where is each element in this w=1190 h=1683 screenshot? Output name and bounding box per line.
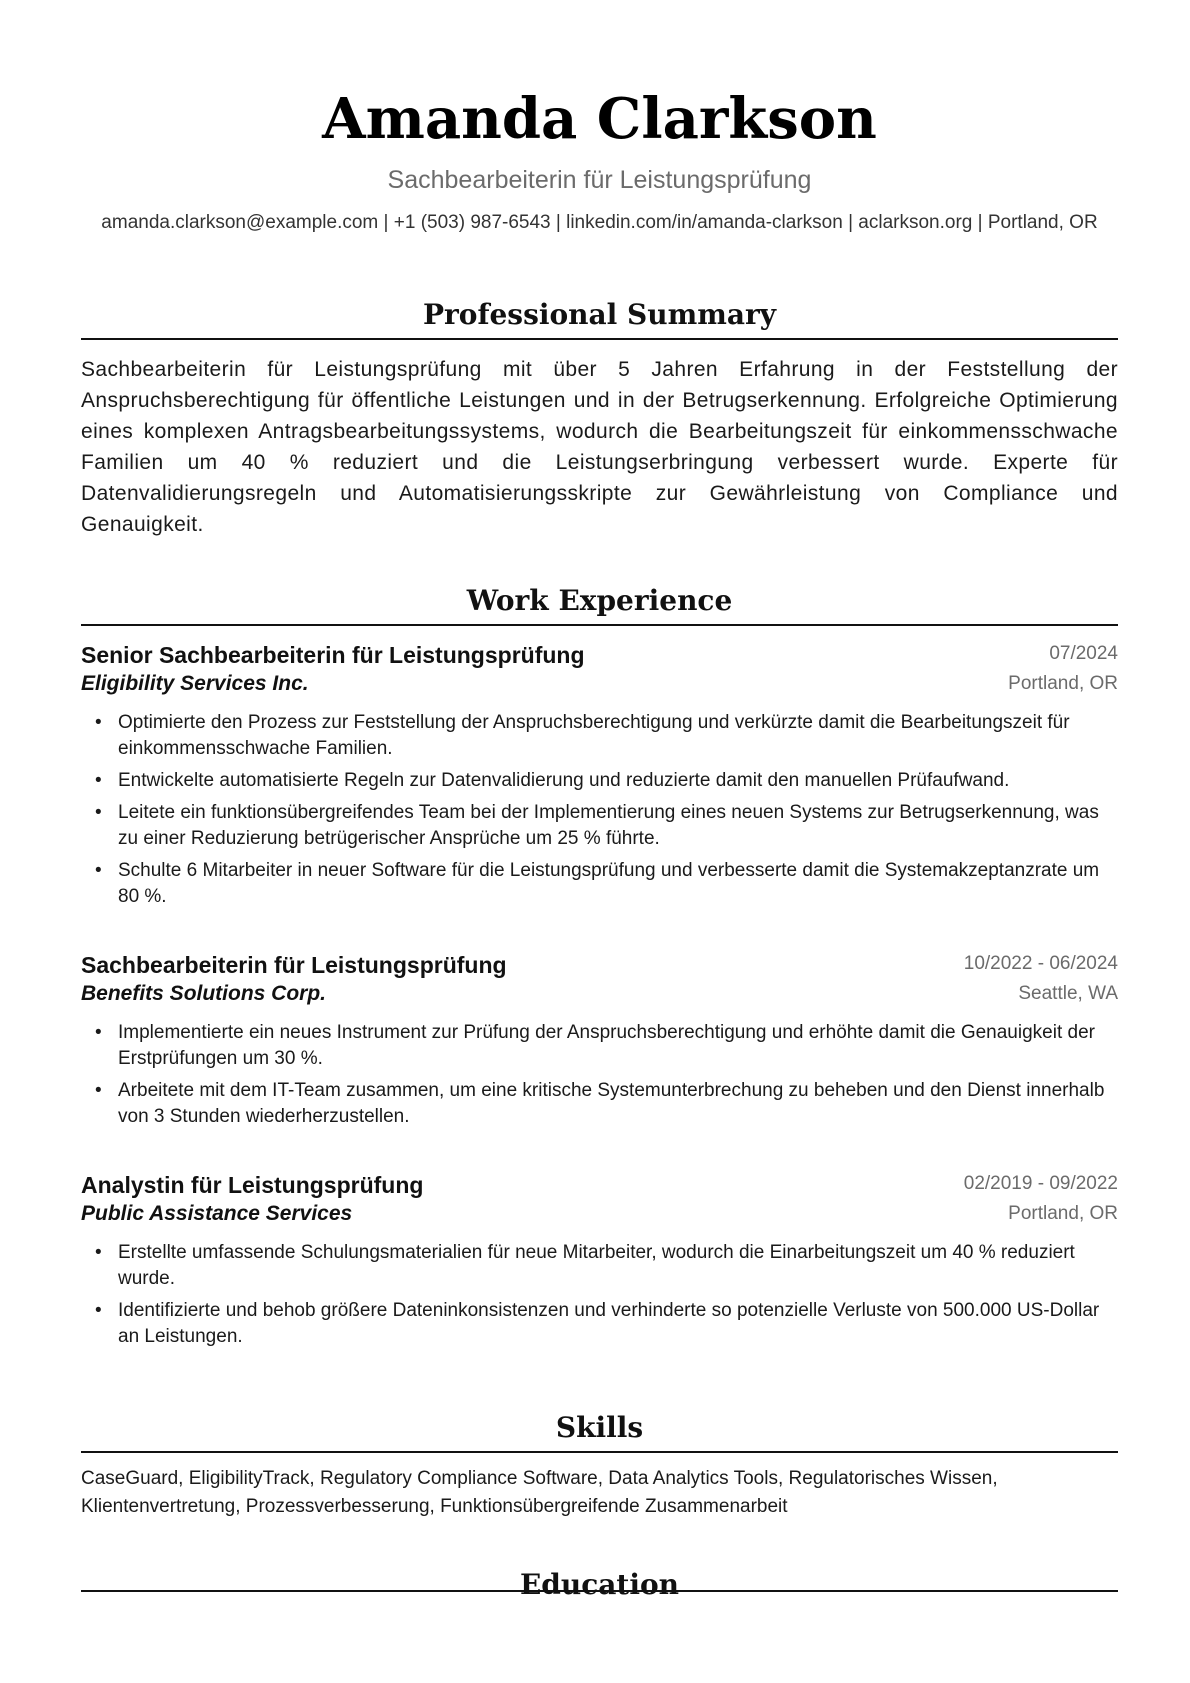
education-divider xyxy=(81,1590,1118,1592)
job-bullet-text: Arbeitete mit dem IT-Team zusammen, um eine kritische Systemunterbrechung zu beheben und den Dienst innerhalb von 3 Stunden wiederherzustellen. xyxy=(118,1080,1105,1127)
bullet-dot-icon: • xyxy=(95,860,102,881)
job-entry xyxy=(81,1170,1118,1356)
job-bullets xyxy=(81,710,1118,910)
job-bullet xyxy=(81,1020,1118,1072)
job-bullet xyxy=(81,1298,1118,1350)
job-dates: 07/2024 xyxy=(1049,643,1118,664)
job-dates: 02/2019 - 09/2022 xyxy=(963,1173,1118,1194)
summary-heading: Professional Summary xyxy=(422,298,777,331)
job-bullet-text: Optimierte den Prozess zur Feststellung der Anspruchsberechtigung und verkürzte damit die Bearbeitungszeit für einkommensschwache Familien. xyxy=(118,712,1070,759)
candidate-name: Amanda Clarkson xyxy=(322,86,877,152)
job-dates: 10/2022 - 06/2024 xyxy=(963,953,1118,974)
summary-text: Sachbearbeiterin für Leistungsprüfung mit über 5 Jahren Erfahrung in der Feststellung der Anspruchsberechtigung für öffentliche Leistungen und in der Betrugserkennung. Erfolgreiche Optimierung eines komplexen Antragsbearbeitungssystems, wodurch die Bearbeitungszeit für einkommensschwache Familien um 40 % reduziert und die Leistungserbringung verbessert wurde. Experte für Datenvalidierungsregeln und Automatisierungsskripte zur Gewährleistung von Compliance und Genauigkeit. xyxy=(81,358,1118,536)
job-bullet xyxy=(81,1240,1118,1292)
job-entry xyxy=(81,640,1118,916)
bullet-dot-icon: • xyxy=(95,1242,102,1263)
job-role: Analystin für Leistungsprüfung xyxy=(81,1172,424,1198)
job-location: Portland, OR xyxy=(1008,673,1118,694)
job-bullets xyxy=(81,1240,1118,1350)
job-bullet xyxy=(81,710,1118,762)
bullet-dot-icon: • xyxy=(95,1300,102,1321)
skills-text: CaseGuard, EligibilityTrack, Regulatory Compliance Software, Data Analytics Tools, Regulatorisches Wissen, Klientenvertretung, Prozessverbesserung, Funktionsübergreifende Zusammenarbeit xyxy=(81,1468,998,1517)
bullet-dot-icon: • xyxy=(95,1022,102,1043)
education-heading: Education xyxy=(519,1568,680,1601)
contact-line: amanda.clarkson@example.com | +1 (503) 987-6543 | linkedin.com/in/amanda-clarkson | aclarkson.org | Portland, OR xyxy=(101,212,1098,233)
experience-divider xyxy=(81,624,1118,626)
job-entry xyxy=(81,950,1118,1136)
bullet-dot-icon: • xyxy=(95,770,102,791)
job-bullet-text: Identifizierte und behob größere Dateninkonsistenzen und verhinderte so potenzielle Verluste von 500.000 US-Dollar an Leistungen. xyxy=(118,1300,1100,1347)
job-bullet-text: Entwickelte automatisierte Regeln zur Datenvalidierung und reduzierte damit den manuellen Prüfaufwand. xyxy=(118,770,1010,791)
skills-heading: Skills xyxy=(555,1411,644,1444)
bullet-dot-icon: • xyxy=(95,1080,102,1101)
job-bullets xyxy=(81,1020,1118,1130)
job-bullet-text: Schulte 6 Mitarbeiter in neuer Software für die Leistungsprüfung und verbesserte damit die Systemakzeptanzrate um 80 %. xyxy=(118,860,1100,907)
experience-heading: Work Experience xyxy=(466,584,733,617)
job-role: Senior Sachbearbeiterin für Leistungsprüfung xyxy=(81,642,585,668)
job-location: Seattle, WA xyxy=(1018,983,1118,1004)
candidate-title: Sachbearbeiterin für Leistungsprüfung xyxy=(387,166,812,194)
job-role: Sachbearbeiterin für Leistungsprüfung xyxy=(81,952,507,978)
job-bullet-text: Leitete ein funktionsübergreifendes Team bei der Implementierung eines neuen Systems zur Betrugserkennung, was zu einer Reduzierung betrügerischer Ansprüche um 25 % führte. xyxy=(118,802,1099,849)
job-bullet-text: Implementierte ein neues Instrument zur Prüfung der Anspruchsberechtigung und erhöhte damit die Genauigkeit der Erstprüfungen um 30 %. xyxy=(118,1022,1095,1069)
bullet-dot-icon: • xyxy=(95,802,102,823)
job-company: Benefits Solutions Corp. xyxy=(81,982,327,1005)
job-bullet xyxy=(81,858,1118,910)
job-bullet-text: Erstellte umfassende Schulungsmaterialien für neue Mitarbeiter, wodurch die Einarbeitungszeit um 40 % reduziert wurde. xyxy=(118,1242,1075,1289)
job-bullet xyxy=(81,1078,1118,1130)
job-location: Portland, OR xyxy=(1008,1203,1118,1224)
job-company: Eligibility Services Inc. xyxy=(81,672,309,695)
job-bullet xyxy=(81,800,1118,852)
job-bullet xyxy=(81,768,1118,794)
summary-divider xyxy=(81,338,1118,340)
skills-divider xyxy=(81,1451,1118,1453)
bullet-dot-icon: • xyxy=(95,712,102,733)
job-company: Public Assistance Services xyxy=(81,1202,353,1225)
